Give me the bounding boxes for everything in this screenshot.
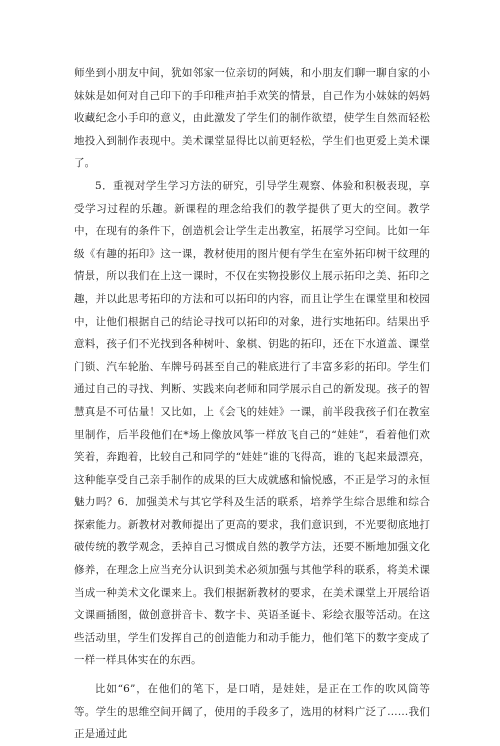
document-page <box>74 62 430 746</box>
paragraph-2: 5．重视对学生学习方法的研究，引导学生观察、体验和积极表现，享受学习过程的乐趣。新课程的理念给我们的教学提供了更大的空间。教学中，在现有的条件下，创造机会让学生走出教室，拓展学习空间。比如一年级《有趣的拓印》这一课，教材使用的图片便有学生在室外拓印树干纹理的情景，所以我们在上这一课时，不仅在实物投影仪上展示拓印之美、拓印之趣，并以此思考拓印的方法和可以拓印的内容，而且让学生在课堂里和校园中，让他们根据自己的结论寻找可以拓印的对象，进行实地拓印。结果出乎意料，孩子们不光找到各种树叶、象棋、钥匙的拓印，还在下水道盖、课堂门锁、汽车轮胎、车牌号码甚至自己的鞋底进行了丰富多彩的拓印。学生们通过自己的寻找、判断、实践来向老师和同学展示自己的新发现。孩子的智慧真是不可估量！又比如，上《会飞的娃娃》一课，前半段我孩子们在教室里制作，后半段他们在*场上像放风筝一样放飞自己的“娃娃”，看着他们欢笑着，奔跑着，比较自己和同学的“娃娃”谁的飞得高，谁的飞起来最漂亮，这种能享受自己亲手制作的成果的巨大成就感和愉悦感，不正是学习的永恒魅力吗？6．加强美术与其它学科及生活的联系，培养学生综合思维和综合探索能力。新教材对教师提出了更高的要求，我们意识到，不光要彻底地打破传统的教学观念，丢掉自己习惯成自然的教学方法，还要不断地加强文化修养，在理念上应当充分认识到美术必须加强与其他学科的联系，将美术课当成一种美术文化课来上。我们根据新教材的要求，在美术课堂上开展给语文课画插图，做创意拼音卡、数字卡、英语圣诞卡、彩绘衣服等活动。在这些活动里，学生们发挥自己的创造能力和动手能力，他们笔下的数字变成了一样一样具体实在的东西。 <box>74 179 430 667</box>
paragraph-1: 师坐到小朋友中间，犹如邻家一位亲切的阿姨，和小朋友们聊一聊自家的小妹妹是如何对自己印下的手印稚声拍手欢笑的情景，自己作为小妹妹的妈妈收藏纪念小手印的意义，由此激发了学生们的制作欲望，使学生自然而轻松地投入到制作表现中。美术课堂显得比以前更轻松，学生们也更爱上美术课了。 <box>74 67 430 170</box>
paragraph-3: 比如“6”，在他们的笔下，是口哨，是娃娃，是正在工作的吹风筒等等。学生的思维空间开阔了，使用的手段多了，选用的材料广泛了……我们正是通过此 <box>74 683 430 741</box>
